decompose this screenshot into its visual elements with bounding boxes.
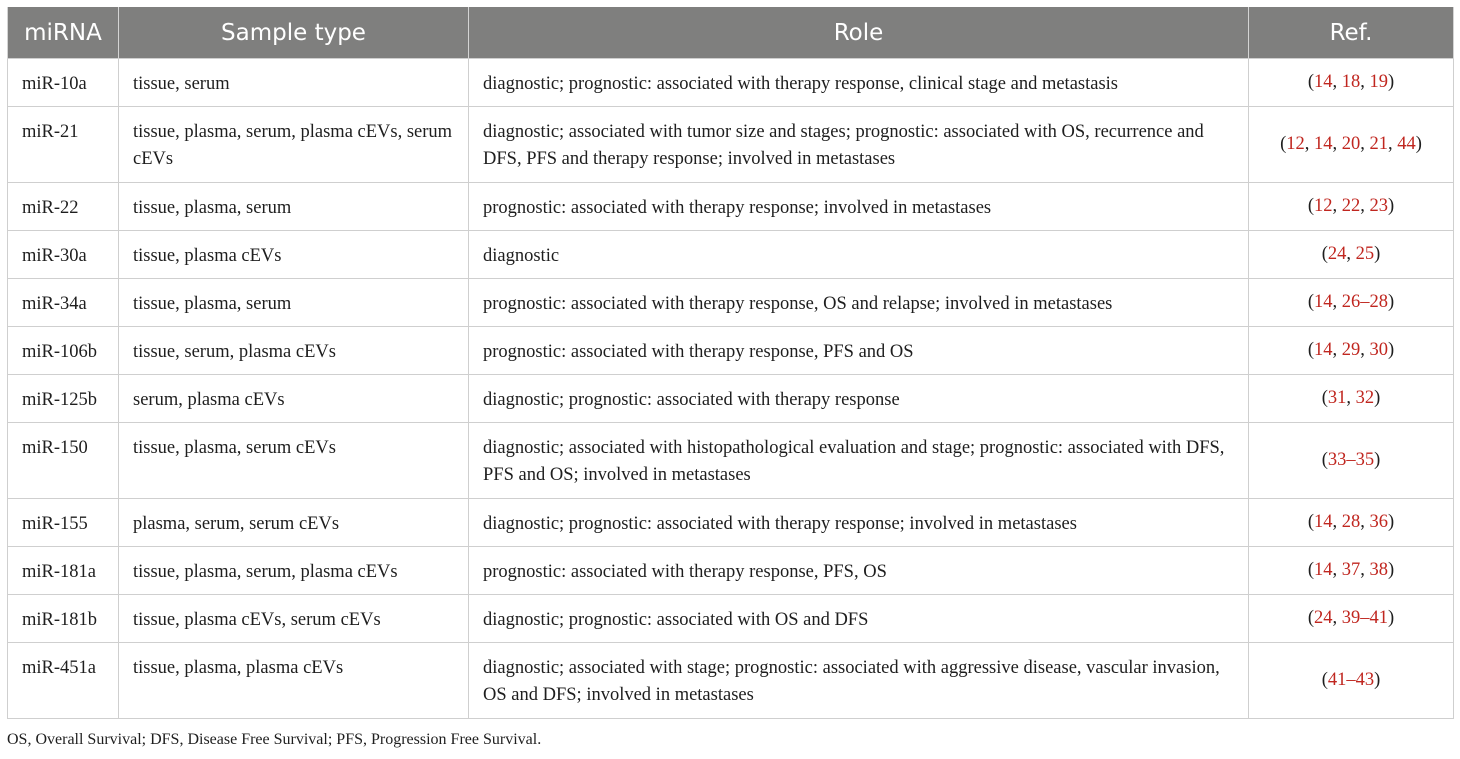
table-row xyxy=(8,59,1454,107)
reference-link[interactable]: 22 xyxy=(1341,196,1361,216)
cell-sample-type: tissue, serum, plasma cEVs xyxy=(119,327,469,375)
reference-link[interactable]: 26–28 xyxy=(1341,292,1388,312)
cell-mirna: miR-125b xyxy=(8,375,119,423)
cell-sample-type: tissue, plasma, serum, plasma cEVs xyxy=(119,547,469,595)
reference-link[interactable]: 21 xyxy=(1369,134,1388,154)
cell-mirna: miR-181b xyxy=(8,595,119,643)
reference-link[interactable]: 14 xyxy=(1314,560,1333,580)
reference-link[interactable]: 12 xyxy=(1314,196,1333,216)
reference-link[interactable]: 12 xyxy=(1286,134,1305,154)
reference-link[interactable]: 14 xyxy=(1314,134,1333,154)
cell-mirna: miR-21 xyxy=(8,107,119,183)
cell-role: prognostic: associated with therapy response, PFS, OS xyxy=(469,547,1249,595)
reference-link[interactable]: 20 xyxy=(1341,134,1361,154)
reference-link[interactable]: 41–43 xyxy=(1327,670,1375,690)
reference-link[interactable]: 31 xyxy=(1327,388,1347,408)
header-ref: Ref. xyxy=(1249,7,1454,59)
cell-sample-type: tissue, plasma, plasma cEVs xyxy=(119,643,469,719)
reference-link[interactable]: 28 xyxy=(1341,512,1361,532)
cell-sample-type: serum, plasma cEVs xyxy=(119,375,469,423)
table-row xyxy=(8,547,1454,595)
header-mirna: miRNA xyxy=(8,7,119,59)
reference-link[interactable]: 14 xyxy=(1314,512,1333,532)
table-row xyxy=(8,423,1454,499)
table-footnote: OS, Overall Survival; DFS, Disease Free Survival; PFS, Progression Free Survival. xyxy=(7,731,542,748)
cell-ref: (41–43) xyxy=(1249,643,1454,719)
cell-role: diagnostic; prognostic: associated with therapy response, clinical stage and metastasis xyxy=(469,59,1249,107)
reference-link[interactable]: 38 xyxy=(1369,560,1388,580)
cell-mirna: miR-106b xyxy=(8,327,119,375)
cell-sample-type: tissue, plasma cEVs xyxy=(119,231,469,279)
cell-mirna: miR-155 xyxy=(8,499,119,547)
reference-link[interactable]: 36 xyxy=(1369,512,1388,532)
cell-mirna: miR-181a xyxy=(8,547,119,595)
table-row xyxy=(8,375,1454,423)
cell-mirna: miR-22 xyxy=(8,183,119,231)
table-body xyxy=(8,59,1454,719)
cell-mirna: miR-30a xyxy=(8,231,119,279)
table-header xyxy=(8,7,1454,59)
cell-role: prognostic: associated with therapy response; involved in metastases xyxy=(469,183,1249,231)
table-container xyxy=(7,7,1453,719)
table-row xyxy=(8,183,1454,231)
reference-link[interactable]: 23 xyxy=(1369,196,1388,216)
cell-mirna: miR-150 xyxy=(8,423,119,499)
header-role: Role xyxy=(469,7,1249,59)
cell-role: diagnostic; prognostic: associated with therapy response; involved in metastases xyxy=(469,499,1249,547)
reference-link[interactable]: 14 xyxy=(1314,292,1333,312)
cell-role: diagnostic; associated with tumor size and stages; prognostic: associated with OS, recurrence and DFS, PFS and therapy response; involved in metastases xyxy=(469,107,1249,183)
cell-sample-type: tissue, serum xyxy=(119,59,469,107)
cell-role: diagnostic; prognostic: associated with OS and DFS xyxy=(469,595,1249,643)
cell-role: diagnostic; prognostic: associated with therapy response xyxy=(469,375,1249,423)
cell-mirna: miR-10a xyxy=(8,59,119,107)
table-row xyxy=(8,595,1454,643)
reference-link[interactable]: 37 xyxy=(1341,560,1361,580)
cell-ref: (24, 25) xyxy=(1249,231,1454,279)
cell-ref: (14, 26–28) xyxy=(1249,279,1454,327)
cell-mirna: miR-451a xyxy=(8,643,119,719)
table-row xyxy=(8,499,1454,547)
cell-role: diagnostic; associated with stage; prognostic: associated with aggressive disease, vascular invasion, OS and DFS; involved in metastases xyxy=(469,643,1249,719)
cell-ref: (14, 18, 19) xyxy=(1249,59,1454,107)
mirna-table xyxy=(7,7,1454,719)
reference-link[interactable]: 32 xyxy=(1355,388,1375,408)
reference-link[interactable]: 14 xyxy=(1314,72,1333,92)
cell-role: diagnostic; associated with histopathological evaluation and stage; prognostic: associated with DFS, PFS and OS; involved in metastases xyxy=(469,423,1249,499)
cell-role: prognostic: associated with therapy response, PFS and OS xyxy=(469,327,1249,375)
table-row xyxy=(8,279,1454,327)
header-sample-type: Sample type xyxy=(119,7,469,59)
cell-ref: (33–35) xyxy=(1249,423,1454,499)
cell-ref: (31, 32) xyxy=(1249,375,1454,423)
reference-link[interactable]: 30 xyxy=(1369,340,1388,360)
cell-role: diagnostic xyxy=(469,231,1249,279)
cell-sample-type: tissue, plasma, serum cEVs xyxy=(119,423,469,499)
reference-link[interactable]: 14 xyxy=(1314,340,1333,360)
cell-ref: (14, 29, 30) xyxy=(1249,327,1454,375)
reference-link[interactable]: 19 xyxy=(1369,72,1388,92)
table-row xyxy=(8,107,1454,183)
table-row xyxy=(8,327,1454,375)
cell-sample-type: tissue, plasma cEVs, serum cEVs xyxy=(119,595,469,643)
cell-ref: (14, 37, 38) xyxy=(1249,547,1454,595)
reference-link[interactable]: 29 xyxy=(1341,340,1361,360)
table-row xyxy=(8,231,1454,279)
cell-sample-type: tissue, plasma, serum xyxy=(119,279,469,327)
cell-sample-type: tissue, plasma, serum, plasma cEVs, serum cEVs xyxy=(119,107,469,183)
cell-ref: (12, 14, 20, 21, 44) xyxy=(1249,107,1454,183)
reference-link[interactable]: 44 xyxy=(1397,134,1416,154)
reference-link[interactable]: 39–41 xyxy=(1341,608,1388,628)
reference-link[interactable]: 33–35 xyxy=(1327,450,1375,470)
cell-mirna: miR-34a xyxy=(8,279,119,327)
cell-ref: (12, 22, 23) xyxy=(1249,183,1454,231)
reference-link[interactable]: 25 xyxy=(1355,244,1375,264)
cell-sample-type: tissue, plasma, serum xyxy=(119,183,469,231)
reference-link[interactable]: 18 xyxy=(1341,72,1361,92)
cell-ref: (14, 28, 36) xyxy=(1249,499,1454,547)
cell-sample-type: plasma, serum, serum cEVs xyxy=(119,499,469,547)
reference-link[interactable]: 24 xyxy=(1314,608,1333,628)
cell-role: prognostic: associated with therapy response, OS and relapse; involved in metastases xyxy=(469,279,1249,327)
cell-ref: (24, 39–41) xyxy=(1249,595,1454,643)
table-row xyxy=(8,643,1454,719)
reference-link[interactable]: 24 xyxy=(1327,244,1347,264)
